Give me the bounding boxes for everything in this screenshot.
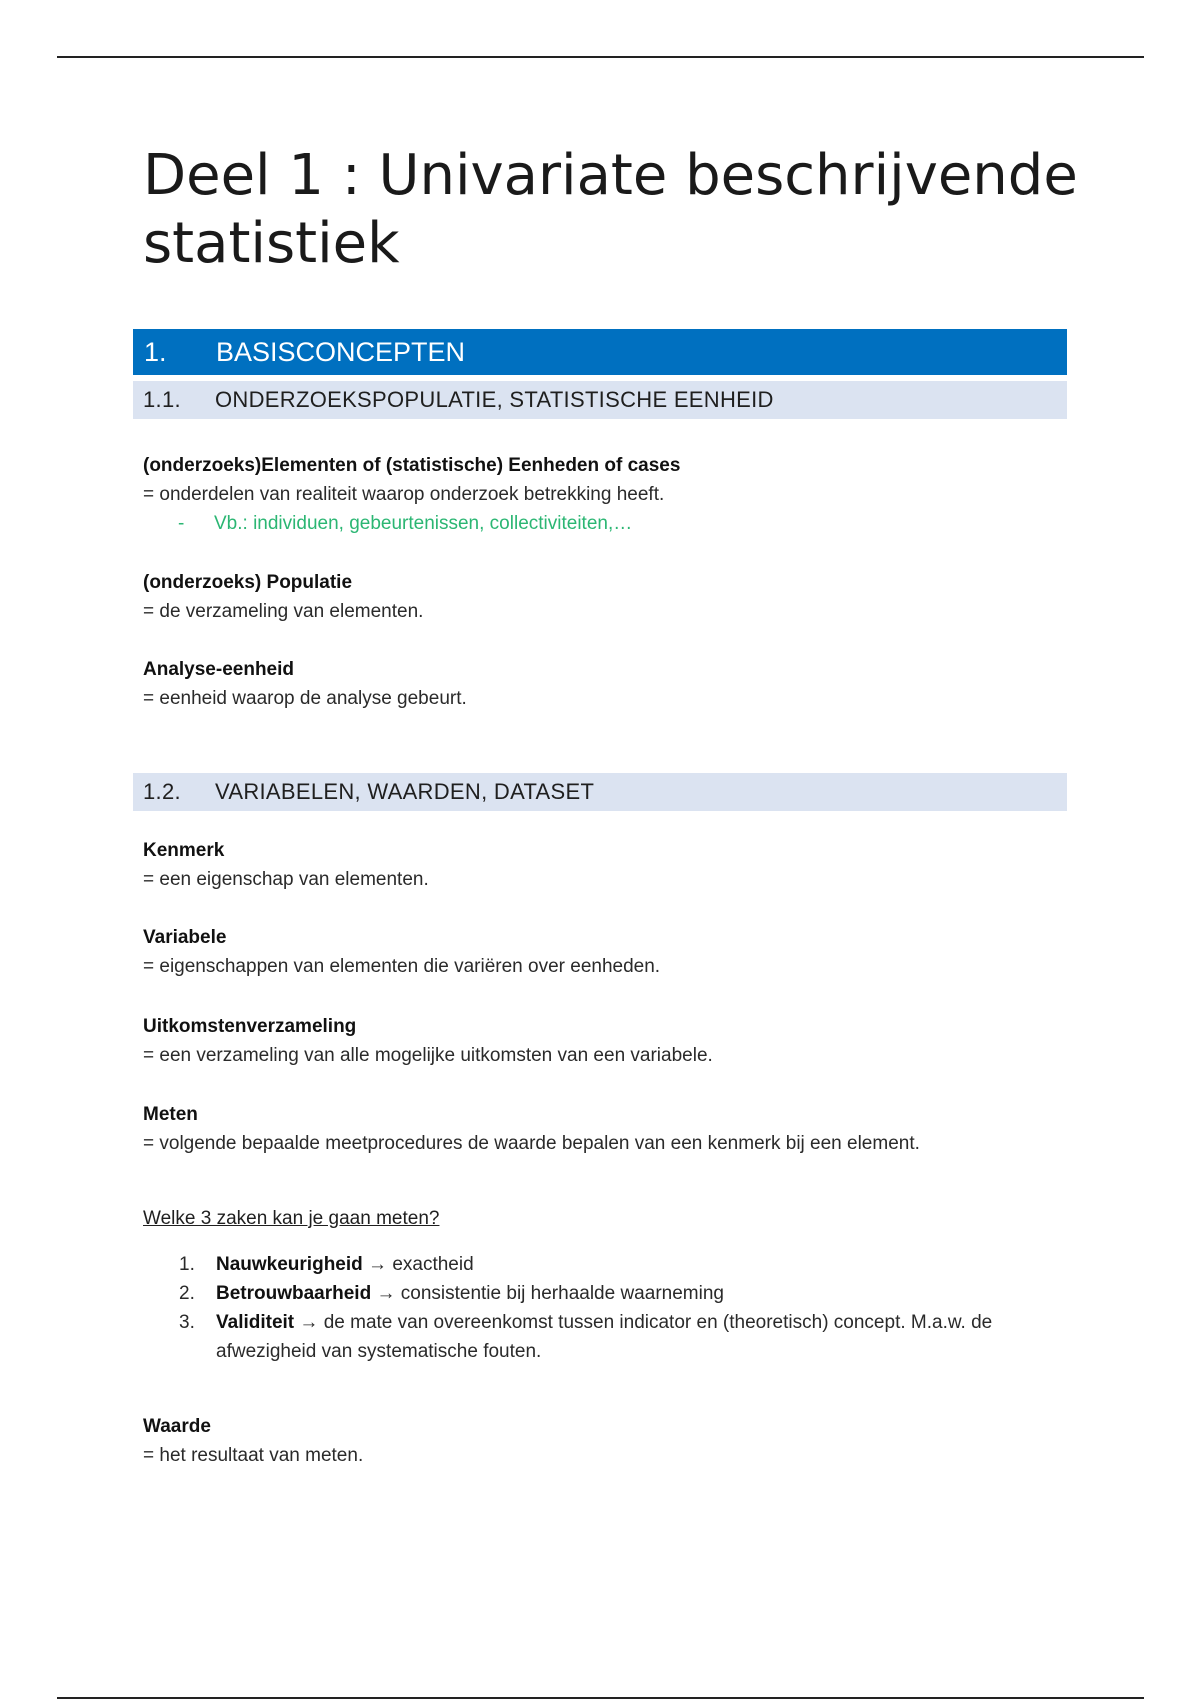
definition-kenmerk (143, 836, 1083, 894)
heading-label: VARIABELEN, WAARDEN, DATASET (215, 779, 595, 804)
term: (onderzoeks) Populatie (143, 572, 353, 593)
list-item (143, 1308, 1063, 1366)
list-text: consistentie bij herhaalde waarneming (400, 1283, 724, 1304)
list-term: Nauwkeurigheid (216, 1254, 363, 1275)
definition-meten (143, 1100, 1083, 1158)
bullet-dash: - (178, 513, 185, 534)
term: (onderzoeks)Elementen of (statistische) Eenheden of cases (143, 455, 681, 476)
term: Waarde (143, 1416, 211, 1437)
definition: = een verzameling van alle mogelijke uitkomsten van een variabele. (143, 1045, 713, 1066)
term: Analyse-eenheid (143, 659, 294, 680)
page-title: Deel 1 : Univariate beschrijvende statistiek (143, 143, 1078, 276)
arrow-icon: → (299, 1312, 319, 1333)
question-block (143, 1204, 1083, 1233)
definition: = onderdelen van realiteit waarop onderzoek betrekking heeft. (143, 484, 665, 505)
example-text: Vb.: individuen, gebeurtenissen, collectiviteiten,… (214, 513, 633, 534)
definition: = het resultaat van meten. (143, 1445, 364, 1466)
heading-number: 1.1. (143, 387, 181, 412)
heading-onderzoekspopulatie (133, 381, 1067, 419)
list-item (143, 1250, 1063, 1279)
measurement-list (143, 1250, 1063, 1366)
definition: = eenheid waarop de analyse gebeurt. (143, 688, 467, 709)
list-term: Validiteit (216, 1312, 295, 1333)
definition: = eigenschappen van elementen die variëren over eenheden. (143, 956, 661, 977)
heading-variabelen (133, 773, 1067, 811)
definition-variabele (143, 923, 1083, 981)
heading-number: 1. (144, 336, 167, 367)
heading-label: ONDERZOEKSPOPULATIE, STATISTISCHE EENHEID (215, 387, 774, 412)
list-term: Betrouwbaarheid (216, 1283, 372, 1304)
definition-populatie (143, 568, 1083, 626)
list-number: 2. (179, 1283, 195, 1304)
definition: = volgende bepaalde meetprocedures de waarde bepalen van een kenmerk bij een element. (143, 1133, 920, 1154)
definition-analyse-eenheid (143, 655, 1083, 713)
arrow-icon: → (368, 1254, 388, 1275)
list-number: 3. (179, 1312, 195, 1333)
bottom-rule (57, 1697, 1144, 1699)
definition: = de verzameling van elementen. (143, 601, 424, 622)
heading-label: BASISCONCEPTEN (216, 336, 466, 367)
term: Kenmerk (143, 840, 225, 861)
definition: = een eigenschap van elementen. (143, 869, 429, 890)
question-text: Welke 3 zaken kan je gaan meten? (143, 1208, 440, 1229)
definition-elementen (143, 451, 1083, 538)
heading-number: 1.2. (143, 779, 181, 804)
arrow-icon: → (376, 1283, 396, 1304)
definition-uitkomstenverzameling (143, 1012, 1083, 1070)
list-item (143, 1279, 1063, 1308)
example-line (143, 509, 1083, 538)
term: Meten (143, 1104, 198, 1125)
list-number: 1. (179, 1254, 195, 1275)
term: Variabele (143, 927, 227, 948)
list-text: de mate van overeenkomst tussen indicator en (theoretisch) concept. M.a.w. de afwezigheid van systematische fouten. (216, 1312, 993, 1362)
heading-basisconcepten (133, 329, 1067, 375)
definition-waarde (143, 1412, 1083, 1470)
term: Uitkomstenverzameling (143, 1016, 357, 1037)
top-rule (57, 56, 1144, 58)
list-text: exactheid (392, 1254, 474, 1275)
